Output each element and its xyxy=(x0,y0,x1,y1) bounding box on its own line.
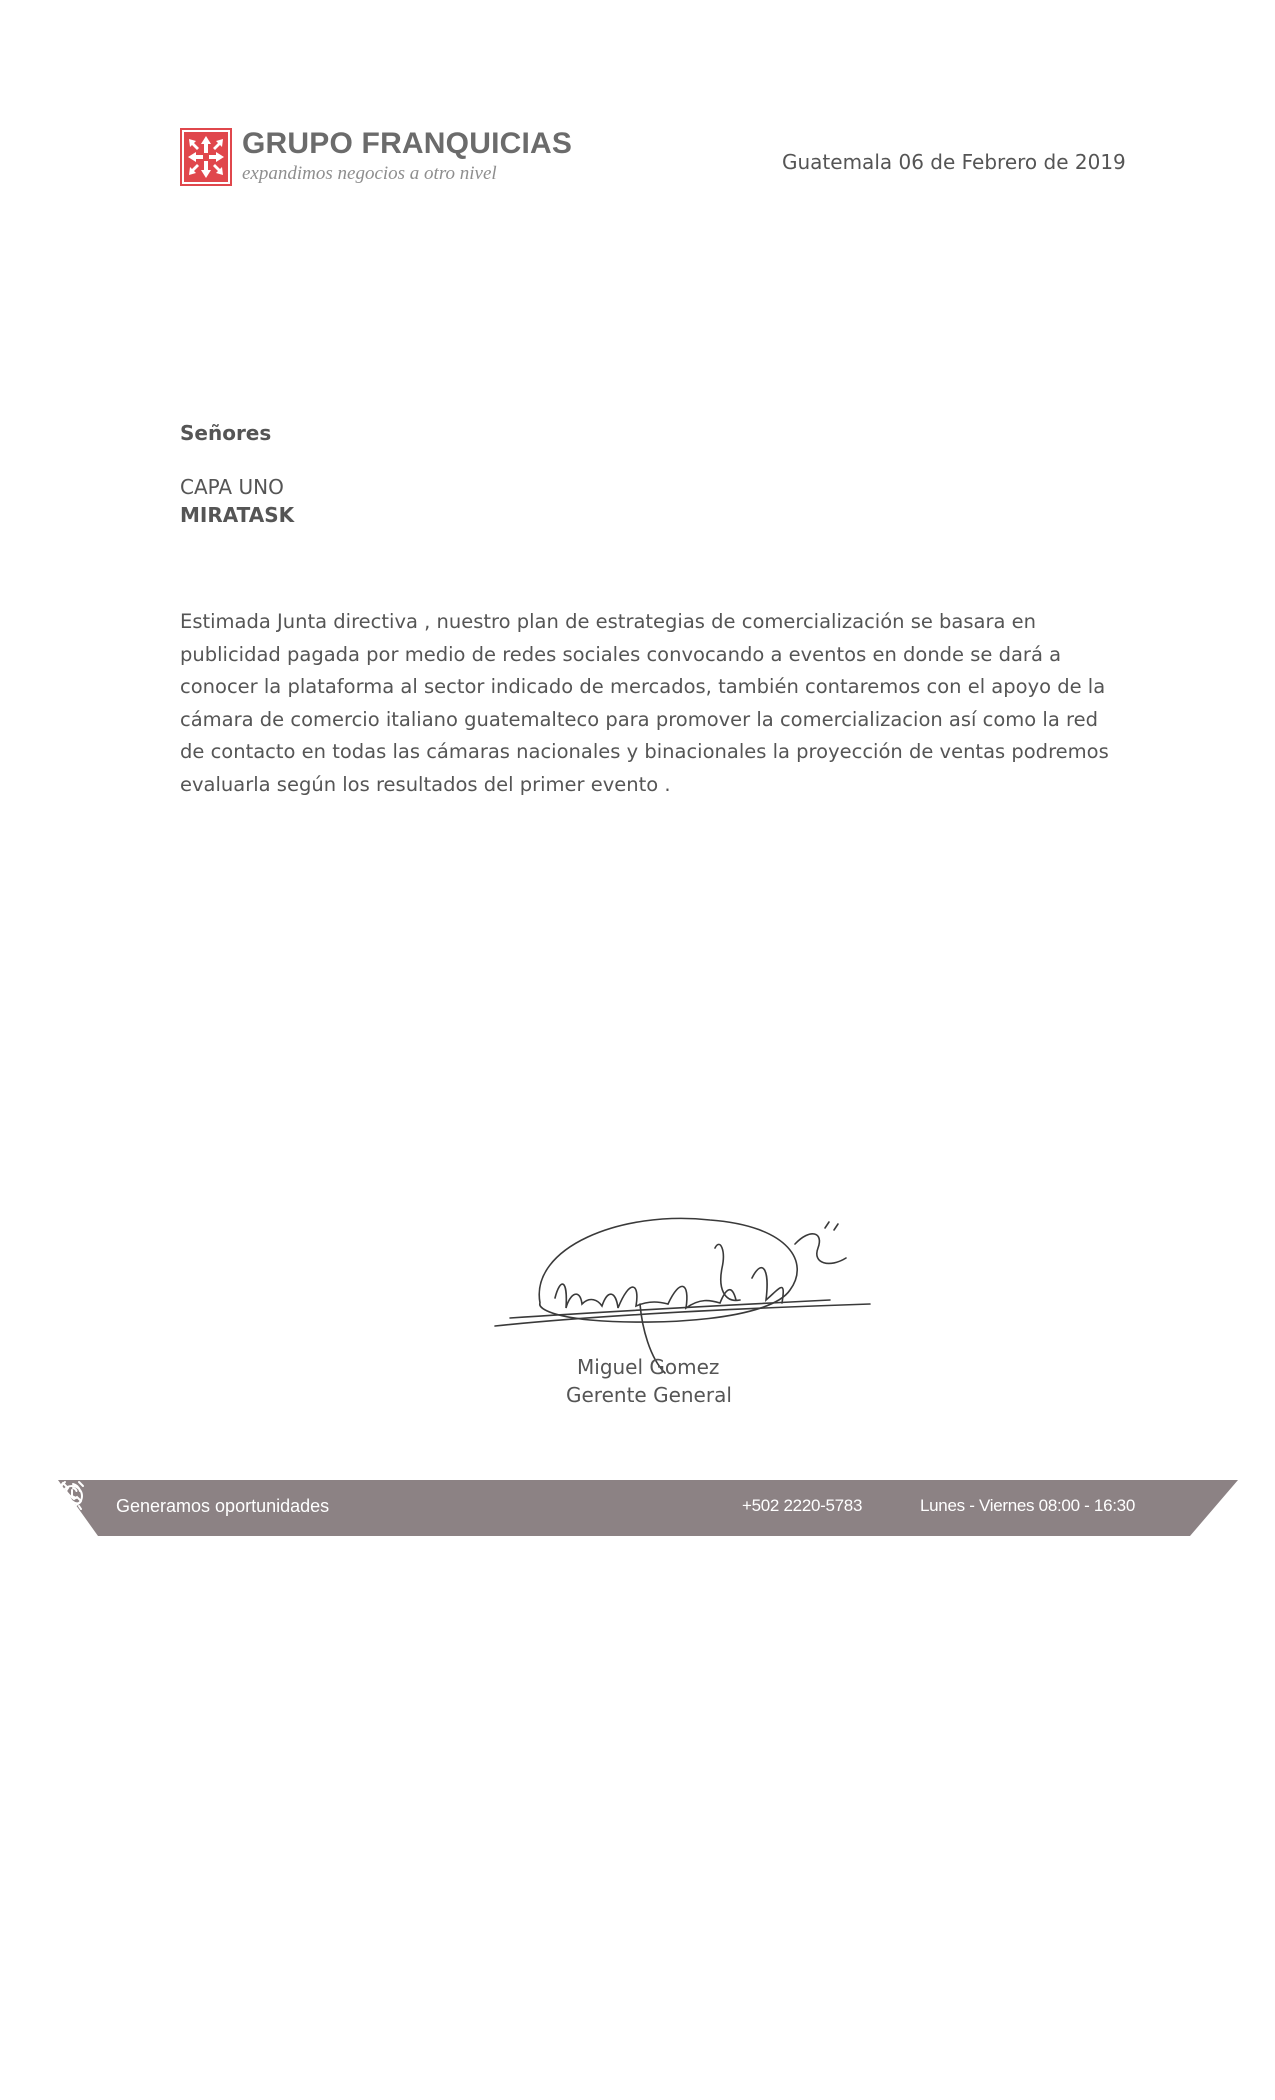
footer-hours: Lunes - Viernes 08:00 - 16:30 xyxy=(920,1496,1135,1515)
company-logo xyxy=(180,128,572,186)
letter-body: Estimada Junta directiva , nuestro plan de estrategias de comercialización se basara en publicidad pagada por medio de redes sociales convocando a eventos en donde se dará a conocer la plataforma al sector indicado de mercados, también contaremos con el apoyo de la cámara de comercio italiano guatemalteco para promover la comercializacion así como la red de contacto en todas las cámaras nacionales y binacionales la proyección de ventas podremos evaluarla según los resultados del primer evento . xyxy=(180,610,1109,796)
footer-phone: +502 2220-5783 xyxy=(742,1496,863,1515)
alarm-clock-icon xyxy=(58,1480,86,1510)
franchise-logo-icon xyxy=(180,128,232,186)
company-name: GRUPO FRANQUICIAS xyxy=(242,127,573,160)
footer-slogan: Generamos oportunidades xyxy=(116,1496,330,1516)
footer-band xyxy=(58,1480,1238,1536)
signer-name: Miguel Gomez xyxy=(577,1355,720,1379)
letter-date: Guatemala 06 de Febrero de 2019 xyxy=(782,150,1126,174)
recipient-organization: CAPA UNO xyxy=(180,475,284,499)
salutation: Señores xyxy=(180,421,272,445)
recipient-company: MIRATASK xyxy=(180,503,295,527)
handwritten-signature xyxy=(490,1208,880,1378)
signer-title: Gerente General xyxy=(566,1383,732,1407)
company-tagline: expandimos negocios a otro nivel xyxy=(242,163,497,184)
